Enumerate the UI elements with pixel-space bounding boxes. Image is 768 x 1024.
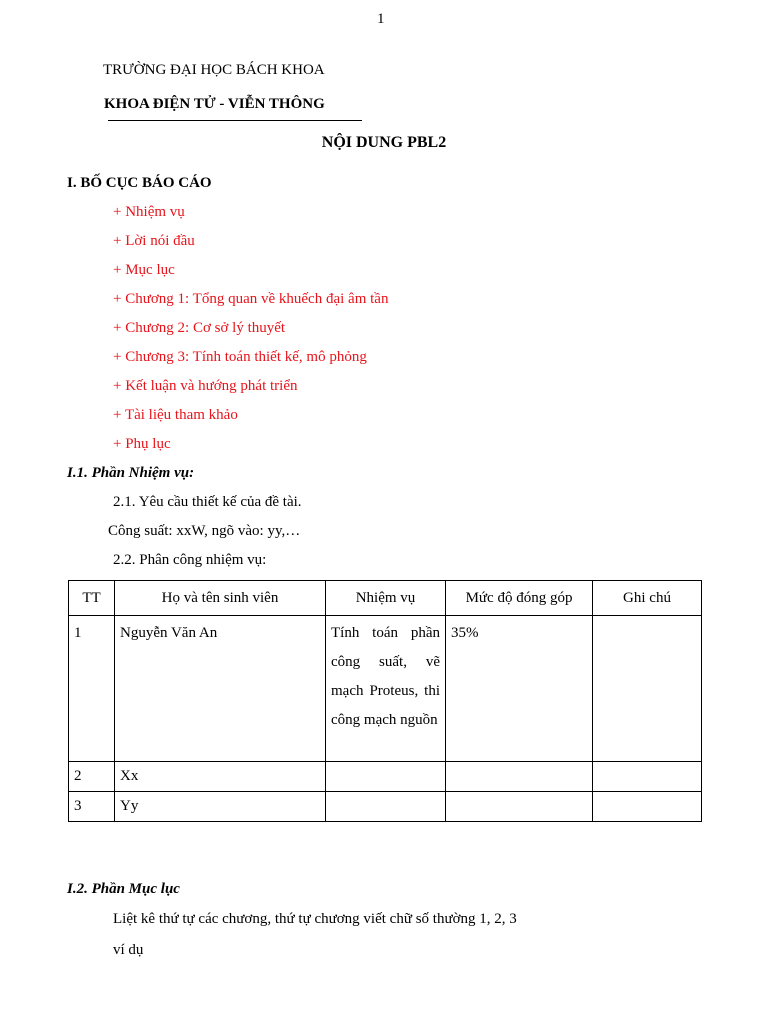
- power-spec-line: Công suất: xxW, ngõ vào: yy,…: [108, 523, 301, 539]
- cell-contribution: [446, 762, 593, 792]
- table-row: [69, 762, 702, 792]
- cell-note: [593, 792, 702, 822]
- cell-contribution: 35%: [446, 616, 593, 762]
- cell-contribution: [446, 792, 593, 822]
- header-cell-contribution: Mức độ đóng góp: [446, 581, 593, 616]
- subsection-heading-toc: I.2. Phần Mục lục: [67, 881, 180, 897]
- task-assignment-table: [68, 580, 702, 822]
- university-name: TRƯỜNG ĐẠI HỌC BÁCH KHOA: [103, 62, 325, 78]
- header-cell-tt: TT: [69, 581, 115, 616]
- cell-tt: 3: [69, 792, 115, 822]
- cell-name: Nguyễn Văn An: [115, 616, 326, 762]
- faculty-name: KHOA ĐIỆN TỬ - VIỄN THÔNG: [104, 96, 325, 112]
- cell-task: Tính toán phần công suất, vẽ mạch Proteus, thi công mạch nguồn: [326, 616, 446, 762]
- table-row: [69, 616, 702, 762]
- outline-item: + Nhiệm vụ: [113, 204, 185, 220]
- outline-item: + Phụ lục: [113, 436, 171, 452]
- header-cell-note: Ghi chú: [593, 581, 702, 616]
- section-heading-layout: I. BỐ CỤC BÁO CÁO: [67, 175, 212, 191]
- outline-item: + Mục lục: [113, 262, 175, 278]
- cell-note: [593, 762, 702, 792]
- toc-instruction-line: Liệt kê thứ tự các chương, thứ tự chương viết chữ số thường 1, 2, 3: [113, 911, 517, 927]
- header-cell-name: Họ và tên sinh viên: [115, 581, 326, 616]
- outline-item: + Chương 2: Cơ sở lý thuyết: [113, 320, 286, 336]
- outline-item: + Chương 1: Tổng quan về khuếch đại âm tần: [113, 291, 389, 307]
- cell-note: [593, 616, 702, 762]
- subsection-heading-tasks: I.1. Phần Nhiệm vụ:: [67, 465, 195, 481]
- task-assignment-line: 2.2. Phân công nhiệm vụ:: [113, 552, 267, 568]
- page-number: 1: [377, 11, 385, 27]
- requirement-line: 2.1. Yêu cầu thiết kế của đề tài.: [113, 494, 302, 510]
- table-row: [69, 792, 702, 822]
- outline-item: + Tài liệu tham khảo: [113, 407, 238, 423]
- outline-item: + Kết luận và hướng phát triển: [113, 378, 298, 394]
- header-cell-task: Nhiệm vụ: [326, 581, 446, 616]
- outline-item: + Lời nói đầu: [113, 233, 195, 249]
- table-header-row: [69, 581, 702, 616]
- cell-task: [326, 792, 446, 822]
- cell-tt: 1: [69, 616, 115, 762]
- faculty-underline: [108, 120, 362, 121]
- cell-name: Yy: [115, 792, 326, 822]
- cell-tt: 2: [69, 762, 115, 792]
- outline-item: + Chương 3: Tính toán thiết kế, mô phỏng: [113, 349, 367, 365]
- document-title: NỘI DUNG PBL2: [321, 134, 447, 151]
- cell-name: Xx: [115, 762, 326, 792]
- example-line: ví dụ: [113, 942, 144, 958]
- cell-task: [326, 762, 446, 792]
